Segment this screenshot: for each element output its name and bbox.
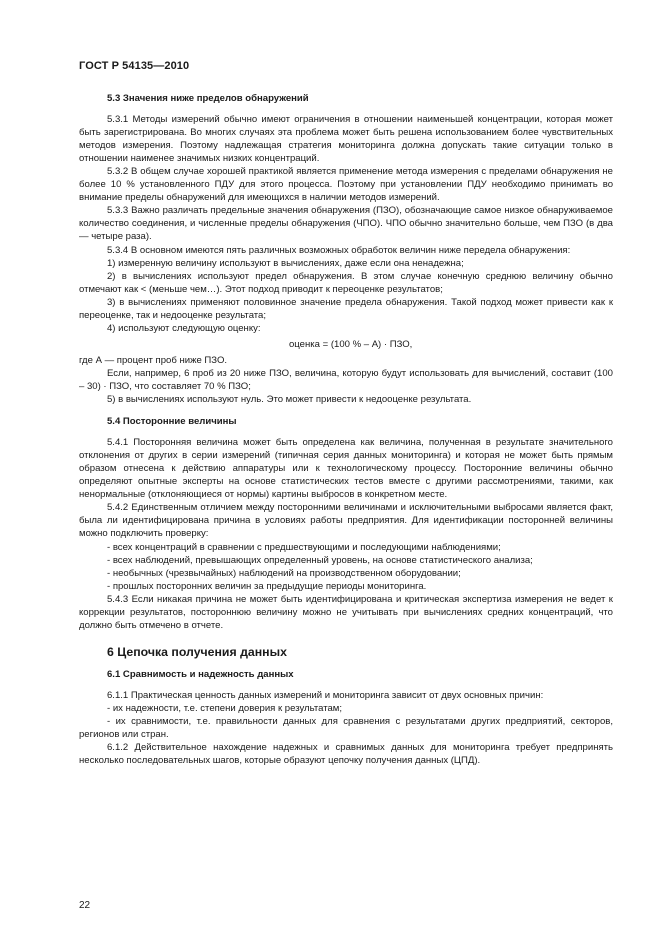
formula-where: где А — процент проб ниже ПЗО. <box>79 354 228 366</box>
section-6-heading: 6 Цепочка получения данных <box>107 644 287 659</box>
paragraph-5-3-1: 5.3.1 Методы измерений обычно имеют ограничения в отношении наименьшей концентрации, которая может быть зарегистрирована. Во многих случаях эта проблема может быть решена использованием более чувствительных методов измерения. Поэтому надлежащая стратегия мониторинга должна допускать такие ситуации только в отношении наименее значимых низких концентраций. <box>79 114 613 165</box>
bullet-item: - их сравнимости, т.е. правильности данных для сравнения с результатами других предприятий, секторов, регионов или стран. <box>79 716 613 741</box>
bullet-item: - всех концентраций в сравнении с предшествующими и последующими наблюдениями; <box>107 541 501 553</box>
list-item-4: 4) используют следующую оценку: <box>107 322 261 334</box>
list-item-2: 2) в вычислениях используют предел обнаружения. В этом случае конечную среднюю величину обычно отмечают как < (меньше чем…). Этот подход приводит к переоценке результатов; <box>79 270 613 295</box>
page-number: 22 <box>79 900 91 911</box>
paragraph-5-3-4: 5.3.4 В основном имеются пять различных возможных обработок величин ниже передела обнаружения: <box>107 244 571 256</box>
bullet-item: - необычных (чрезвычайных) наблюдений на производственном оборудовании; <box>107 567 461 579</box>
section-5-3-heading: 5.3 Значения ниже пределов обнаружений <box>107 93 309 104</box>
bullet-item: - их надежности, т.е. степени доверия к результатам; <box>107 702 343 714</box>
document-header: ГОСТ Р 54135—2010 <box>79 60 190 72</box>
estimate-formula: оценка = (100 % – A) · ПЗО, <box>289 338 413 350</box>
section-5-4-heading: 5.4 Посторонние величины <box>107 416 237 428</box>
section-6-1-heading: 6.1 Сравнимость и надежность данных <box>107 668 294 680</box>
document-body <box>79 92 613 767</box>
formula-example: Если, например, 6 проб из 20 ниже ПЗО, величина, которую будут использовать для вычислений, составит (100 – 30) · ПЗО, что составляет 70 % ПЗО; <box>79 367 613 392</box>
paragraph-6-1-2: 6.1.2 Действительное нахождение надежных и сравнимых данных для мониторинга требует предпринять несколько последовательных шагов, которые образуют цепочку получения данных (ЦПД). <box>79 742 613 767</box>
paragraph-5-3-2: 5.3.2 В общем случае хорошей практикой является применение метода измерения с пределами обнаружения не более 10 % установленного ПДУ для этого процесса. Поэтому при установлении ПДУ необходимо принимать во внимание пределы обнаружений для имеющихся в наличии методов измерений. <box>79 166 613 204</box>
paragraph-5-4-3: 5.4.3 Если никакая причина не может быть идентифицирована и критическая экспертиза измерения не ведет к коррекции результатов, постороннюю величину можно не учитывать при вычислениях средних концентраций, что должно быть отмечено в отчете. <box>79 593 613 631</box>
list-item-5: 5) в вычислениях используют нуль. Это может привести к недооценке результата. <box>107 394 472 406</box>
paragraph-6-1-1: 6.1.1 Практическая ценность данных измерений и мониторинга зависит от двух основных причин: <box>107 689 544 701</box>
list-item-3: 3) в вычислениях применяют половинное значение предела обнаружения. Такой подход может привести как к переоценке, так и недооценке результата; <box>79 296 613 321</box>
bullet-item: - прошлых посторонних величин за предыдущие периоды мониторинга. <box>107 580 427 592</box>
paragraph-5-3-3: 5.3.3 Важно различать предельные значения обнаружения (ПЗО), обозначающие самое низкое обнаруживаемое количество соединения, и численные пределы обнаружения (ЧПО). ЧПО обычно значительно больше, чем ПЗО (в два — четыре раза). <box>79 205 613 243</box>
bullet-item: - всех наблюдений, превышающих определенный уровень, на основе статистического анализа; <box>107 554 533 566</box>
paragraph-5-4-2: 5.4.2 Единственным отличием между посторонними величинами и исключительными выбросами является факт, была ли идентифицирована причина в условиях работы предприятия. Для идентификации посторонней величины можно подключить проверку: <box>79 502 613 540</box>
list-item-1: 1) измеренную величину используют в вычислениях, даже если она ненадежна; <box>107 257 464 269</box>
paragraph-5-4-1: 5.4.1 Посторонняя величина может быть определена как величина, полученная в результате значительного отклонения от других в серии измерений (типичная серия данных мониторинга) и которая не может быть прямым образом отнесена к действию аппаратуры или к технологическому процессу. Посторонние величины обычно определяют опытные эксперты на основе статистических тестов вместе с другими рассмотрениями, такими, как ненормальные (отклоняющиеся от нормы) картины выбросов в конкретном месте. <box>79 437 613 501</box>
